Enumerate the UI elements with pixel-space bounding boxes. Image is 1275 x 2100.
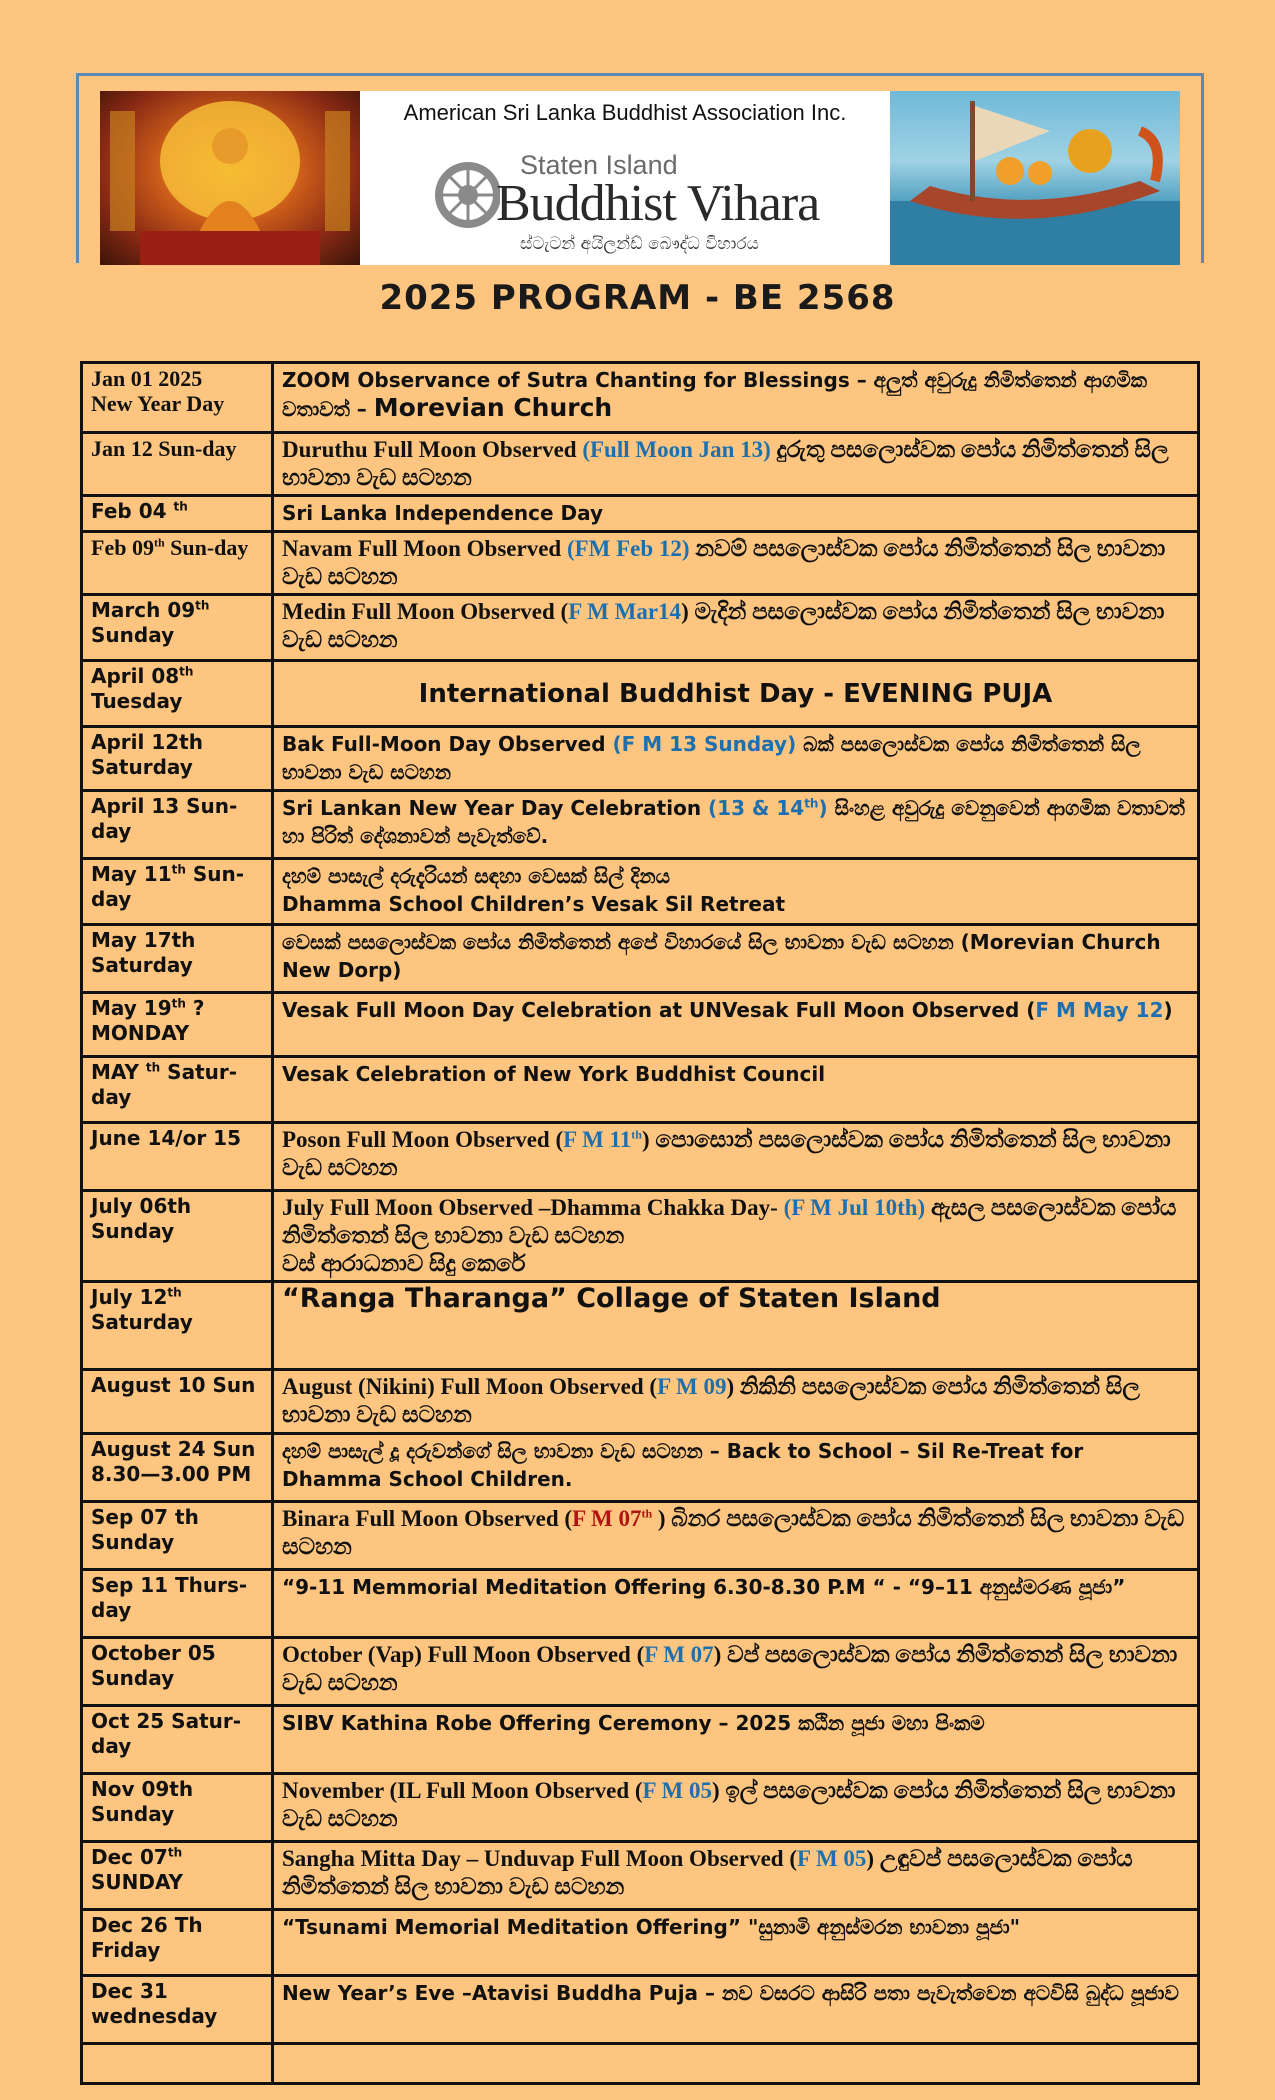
- full-moon-superscript: th: [631, 1127, 642, 1142]
- event-cell: [273, 1057, 1199, 1123]
- event-text: November (IL Full Moon Observed (: [282, 1778, 643, 1803]
- event-text-after: ) නිකිනි පසලොස්වක පෝය නිමිත්තෙන් සිල භාවනා වැඩ සටහන: [282, 1374, 1140, 1427]
- date-cell: [82, 1282, 273, 1370]
- date-second-line: Sunday: [91, 1530, 175, 1554]
- date-superscript: th: [167, 1285, 182, 1300]
- date-second-line: Saturday: [91, 1310, 193, 1334]
- date-text-after: Sun-day: [164, 535, 249, 560]
- date-text: Jan 12 Sun-day: [91, 436, 237, 461]
- date-cell: [82, 1057, 273, 1123]
- event-text: Sri Lankan New Year Day Celebration: [282, 796, 709, 820]
- event-cell: [273, 859, 1199, 925]
- event-text: “Tsunami Memorial Meditation Offering” "සුනාමි අනුස්මරන භාවනා පූජා": [282, 1915, 1021, 1939]
- date-second-line: Sunday: [91, 1219, 175, 1243]
- event-cell: [273, 1123, 1199, 1191]
- date-second-line: Sunday: [91, 623, 175, 647]
- date-text: Sep 07 th: [91, 1505, 199, 1529]
- full-moon-date: (FM Feb 12): [566, 536, 690, 561]
- table-row: [82, 791, 1199, 859]
- date-cell: [82, 532, 273, 595]
- date-cell: [82, 859, 273, 925]
- temple-buddha-photo: [100, 91, 360, 265]
- event-text: Poson Full Moon Observed (: [282, 1127, 564, 1152]
- event-cell: [273, 1191, 1199, 1282]
- event-text: Vesak Celebration of New York Buddhist Council: [282, 1062, 826, 1086]
- table-row: [82, 2044, 1199, 2084]
- event-cell: [273, 1370, 1199, 1434]
- table-row: [82, 859, 1199, 925]
- date-text: May 19: [91, 996, 172, 1020]
- event-text-after: ) බිනර පසලොස්වක පෝය නිමිත්තෙන් සිල භාවනා වැඩ සටහන: [282, 1506, 1185, 1559]
- event-text: July Full Moon Observed –Dhamma Chakka Day-: [282, 1195, 784, 1220]
- logo-sinhala-name: ස්ටැටන් අයිලන්ඩ් බෞද්ධ විහාරය: [520, 234, 759, 254]
- table-row: [82, 433, 1199, 496]
- date-cell: [82, 925, 273, 993]
- table-row: [82, 1434, 1199, 1502]
- date-second-line: New Year Day: [91, 391, 225, 416]
- logo-vihara-name: Buddhist Vihara: [496, 175, 820, 232]
- table-row: [82, 925, 1199, 993]
- date-text-after: Sun-day: [91, 862, 245, 911]
- event-text-after: බක් පසලොස්වක පෝය නිමිත්තෙන් සිල භාවනා වැඩ සටහන: [282, 732, 1141, 784]
- event-text: Bak Full-Moon Day Observed: [282, 732, 613, 756]
- full-moon-superscript: th: [804, 796, 819, 811]
- event-text: වෙසක් පසලොස්වක පෝය නිමිත්තෙන් අපේ විහාරයේ සිල භාවනා වැඩ සටහන (Morevian Church New Dorp): [282, 930, 1161, 982]
- table-row: [82, 727, 1199, 791]
- event-second-line: වස් ආරාධනාව සිදු කෙරේ: [282, 1251, 526, 1276]
- date-text: Dec 31: [91, 1979, 168, 2003]
- date-text: April 13 Sun-day: [91, 794, 238, 843]
- event-cell: [273, 1842, 1199, 1910]
- date-cell: [82, 1191, 273, 1282]
- full-moon-date: F M 05: [642, 1778, 712, 1803]
- full-moon-date: F M Mar14: [568, 599, 682, 624]
- date-cell: [82, 1774, 273, 1842]
- event-cell: [273, 1774, 1199, 1842]
- full-moon-date-after: ): [818, 796, 828, 820]
- date-cell: [82, 433, 273, 496]
- page-title: 2025 PROGRAM - BE 2568: [379, 278, 896, 318]
- full-moon-date: (Full Moon Jan 13): [582, 437, 771, 462]
- event-text: August (Nikini) Full Moon Observed (: [282, 1374, 658, 1399]
- event-venue: Morevian Church: [373, 393, 613, 422]
- date-superscript: th: [167, 1845, 183, 1860]
- event-cell: [273, 363, 1199, 433]
- date-text-after: Satur-day: [91, 1060, 238, 1109]
- date-superscript: th: [145, 1060, 161, 1075]
- date-text: Nov 09th: [91, 1777, 194, 1801]
- event-cell: [273, 1282, 1199, 1370]
- date-cell: [82, 1976, 273, 2044]
- event-text: New Year’s Eve –Atavisi Buddha Puja – නව වසරට ආසිරි පතා පැවැත්වෙන අටවිසි බුද්ධ පූජාව: [282, 1981, 1179, 2005]
- full-moon-date: F M 05: [797, 1846, 867, 1871]
- date-text: April 12th: [91, 730, 203, 754]
- table-row: [82, 1706, 1199, 1774]
- date-cell: [82, 993, 273, 1057]
- event-cell: [273, 1570, 1199, 1638]
- event-text: “Ranga Tharanga” Collage of Staten Island: [282, 1283, 941, 1314]
- date-text: Sep 11 Thurs-day: [91, 1573, 248, 1622]
- date-text: Dec 07: [91, 1845, 168, 1869]
- table-row: [82, 1774, 1199, 1842]
- date-second-line: Sunday: [91, 1802, 175, 1826]
- date-cell: [82, 1502, 273, 1570]
- date-text: March 09: [91, 598, 196, 622]
- table-row: [82, 993, 1199, 1057]
- table-row: [82, 661, 1199, 727]
- date-cell: [82, 1842, 273, 1910]
- table-row: [82, 1123, 1199, 1191]
- ship-painting: [890, 91, 1180, 265]
- full-moon-date-red: F M 07: [572, 1506, 642, 1531]
- date-cell: [82, 791, 273, 859]
- full-moon-date: (F M 13 Sunday): [612, 732, 797, 756]
- event-text-after: ) පොසොන් පසලොස්වක පෝය නිමිත්තෙන් සිල භාවනා වැඩ සටහන: [282, 1127, 1171, 1180]
- date-text: July 06th: [91, 1194, 192, 1218]
- date-cell: [82, 1638, 273, 1706]
- full-moon-date: F M 07: [644, 1642, 714, 1667]
- table-row: [82, 1638, 1199, 1706]
- event-text-after: ඇසල පසලොස්වක පෝය නිමිත්තෙන් සිල භාවනා වැඩ සටහන: [282, 1195, 1177, 1248]
- date-cell: [82, 661, 273, 727]
- date-text: August 24 Sun: [91, 1437, 256, 1461]
- event-text: දහම් පාසැල් දරුදැරියන් සඳහා වෙසක් සිල් දිනය: [282, 864, 670, 888]
- event-cell: [273, 1502, 1199, 1570]
- date-cell: [82, 496, 273, 532]
- vihara-logo: [430, 150, 830, 260]
- event-cell: [273, 2044, 1199, 2084]
- date-superscript: th: [173, 499, 188, 514]
- event-text: දහම් පාසැල් දූ දරුවන්ගේ සිල භාවනා වැඩ සටහන – Back to School – Sil Re-Treat for Dhamma School Children.: [282, 1439, 1084, 1491]
- event-cell: [273, 1976, 1199, 2044]
- table-row: [82, 1842, 1199, 1910]
- event-text: Sangha Mitta Day – Unduvap Full Moon Observed (: [282, 1846, 798, 1871]
- event-cell: [273, 1638, 1199, 1706]
- date-superscript: th: [153, 535, 165, 550]
- date-text: May 17th: [91, 928, 196, 952]
- date-text: June 14/or 15: [91, 1126, 241, 1150]
- event-text-after: ) උඳුවප් පසලොස්වක පෝය නිමිත්තෙන් සිල භාවනා වැඩ සටහන: [282, 1846, 1133, 1899]
- event-cell: [273, 661, 1199, 727]
- full-moon-date: (F M Jul 10th): [783, 1195, 926, 1220]
- full-moon-date: F M May 12: [1035, 998, 1164, 1022]
- event-text: Medin Full Moon Observed (: [282, 599, 569, 624]
- table-row: [82, 532, 1199, 595]
- event-cell: [273, 1434, 1199, 1502]
- date-second-line: Sunday: [91, 1666, 175, 1690]
- full-moon-date: F M 11: [563, 1127, 632, 1152]
- event-text: Binara Full Moon Observed (: [282, 1506, 573, 1531]
- event-text-after: ): [1163, 998, 1173, 1022]
- event-cell: [273, 1706, 1199, 1774]
- date-cell: [82, 1570, 273, 1638]
- table-row: [82, 1370, 1199, 1434]
- table-row: [82, 595, 1199, 661]
- date-superscript: th: [195, 598, 210, 613]
- event-text-after: ) ඉල් පසලොස්වක පෝය නිමිත්තෙන් සිල භාවනා වැඩ සටහන: [282, 1778, 1176, 1831]
- table-row: [82, 1191, 1199, 1282]
- event-second-line: Dhamma School Children’s Vesak Sil Retreat: [282, 892, 786, 916]
- date-text: Oct 25 Satur-day: [91, 1709, 242, 1758]
- date-text: MAY: [91, 1060, 146, 1084]
- event-cell: [273, 595, 1199, 661]
- date-text: Jan 01 2025: [91, 366, 203, 391]
- date-cell: [82, 1910, 273, 1976]
- date-second-line: SUNDAY: [91, 1870, 184, 1894]
- date-cell: [82, 595, 273, 661]
- event-text: Sri Lanka Independence Day: [282, 501, 604, 525]
- event-cell: [273, 433, 1199, 496]
- date-text: Feb 09: [91, 535, 154, 560]
- full-moon-superscript-red: th: [641, 1506, 653, 1521]
- event-cell: [273, 993, 1199, 1057]
- program-table: [80, 361, 1200, 2085]
- association-name: American Sri Lanka Buddhist Association Inc.: [403, 100, 847, 125]
- table-row: [82, 1570, 1199, 1638]
- date-text: October 05: [91, 1641, 216, 1665]
- date-second-line: wednesday: [91, 2004, 218, 2028]
- date-text: Dec 26 Th: [91, 1913, 203, 1937]
- date-text-after: ?: [185, 996, 205, 1020]
- event-text: “9-11 Memmorial Meditation Offering 6.30-8.30 P.M “ - “9–11 අනුස්මරණ පූජා”: [282, 1575, 1126, 1599]
- date-text: Feb 04: [91, 499, 174, 523]
- event-cell: [273, 496, 1199, 532]
- date-text: May 11: [91, 862, 172, 886]
- event-cell: [273, 791, 1199, 859]
- date-cell: [82, 727, 273, 791]
- event-cell: [273, 1910, 1199, 1976]
- table-row: [82, 1282, 1199, 1370]
- table-row: [82, 1910, 1199, 1976]
- event-text-after: නවම් පසලොස්වක පෝය නිමිත්තෙන් සිල භාවනා වැඩ සටහන: [282, 536, 1166, 589]
- dharma-wheel-icon: [430, 150, 500, 240]
- event-text: Navam Full Moon Observed: [282, 536, 567, 561]
- date-cell: [82, 1434, 273, 1502]
- event-text: International Buddhist Day - EVENING PUJA: [418, 678, 1053, 709]
- date-cell: [82, 1370, 273, 1434]
- event-text-after: ) වප් පසලොස්වක පෝය නිමිත්තෙන් සිල භාවනා වැඩ සටහන: [282, 1642, 1178, 1695]
- date-second-line: Saturday: [91, 755, 193, 779]
- table-row: [82, 496, 1199, 532]
- date-superscript: th: [171, 996, 186, 1011]
- logo-staten-island: Staten Island: [520, 150, 678, 180]
- date-second-line: Tuesday: [91, 689, 183, 713]
- table-row: [82, 1976, 1199, 2044]
- full-moon-date: (13 & 14: [708, 796, 805, 820]
- date-second-line: 8.30—3.00 PM: [91, 1462, 252, 1486]
- event-text: SIBV Kathina Robe Offering Ceremony – 2025 කඨින පූජා මහා පිංකම: [282, 1711, 985, 1735]
- date-text: April 08: [91, 664, 180, 688]
- date-superscript: th: [171, 862, 186, 877]
- date-superscript: th: [179, 664, 194, 679]
- event-text-after: සිංහළ අවුරුදු වෙනුවෙන් ආගමික වතාවත් හා පිරිත් දේශනාවන් පැවැත්වේ.: [282, 796, 1185, 848]
- event-text: Vesak Full Moon Day Celebration at UNVesak Full Moon Observed (: [282, 998, 1036, 1022]
- event-text: October (Vap) Full Moon Observed (: [282, 1642, 645, 1667]
- event-cell: [273, 727, 1199, 791]
- date-second-line: Saturday: [91, 953, 193, 977]
- table-row: [82, 1502, 1199, 1570]
- event-text-after: ) මැදින් පසලොස්වක පෝය නිමිත්තෙන් සිල භාවනා වැඩ සටහන: [282, 599, 1165, 652]
- date-second-line: MONDAY: [91, 1021, 190, 1045]
- table-row: [82, 363, 1199, 433]
- event-text-after: දුරුතු පසලොස්වක පෝය නිමිත්තෙන් සිල භාවනා වැඩ සටහන: [282, 437, 1169, 490]
- table-row: [82, 1057, 1199, 1123]
- event-text: ZOOM Observance of Sutra Chanting for Blessings – අලුත් අවුරුදු නිමිත්තෙන් ආගමික වතාවත් –: [282, 368, 1147, 421]
- date-cell: [82, 2044, 273, 2084]
- event-text: Duruthu Full Moon Observed: [282, 437, 583, 462]
- date-second-line: Friday: [91, 1938, 161, 1962]
- full-moon-date: F M 09: [657, 1374, 727, 1399]
- date-cell: [82, 1123, 273, 1191]
- date-cell: [82, 363, 273, 433]
- date-text: July 12: [91, 1285, 168, 1309]
- event-cell: [273, 925, 1199, 993]
- date-text: August 10 Sun: [91, 1373, 256, 1397]
- date-cell: [82, 1706, 273, 1774]
- event-cell: [273, 532, 1199, 595]
